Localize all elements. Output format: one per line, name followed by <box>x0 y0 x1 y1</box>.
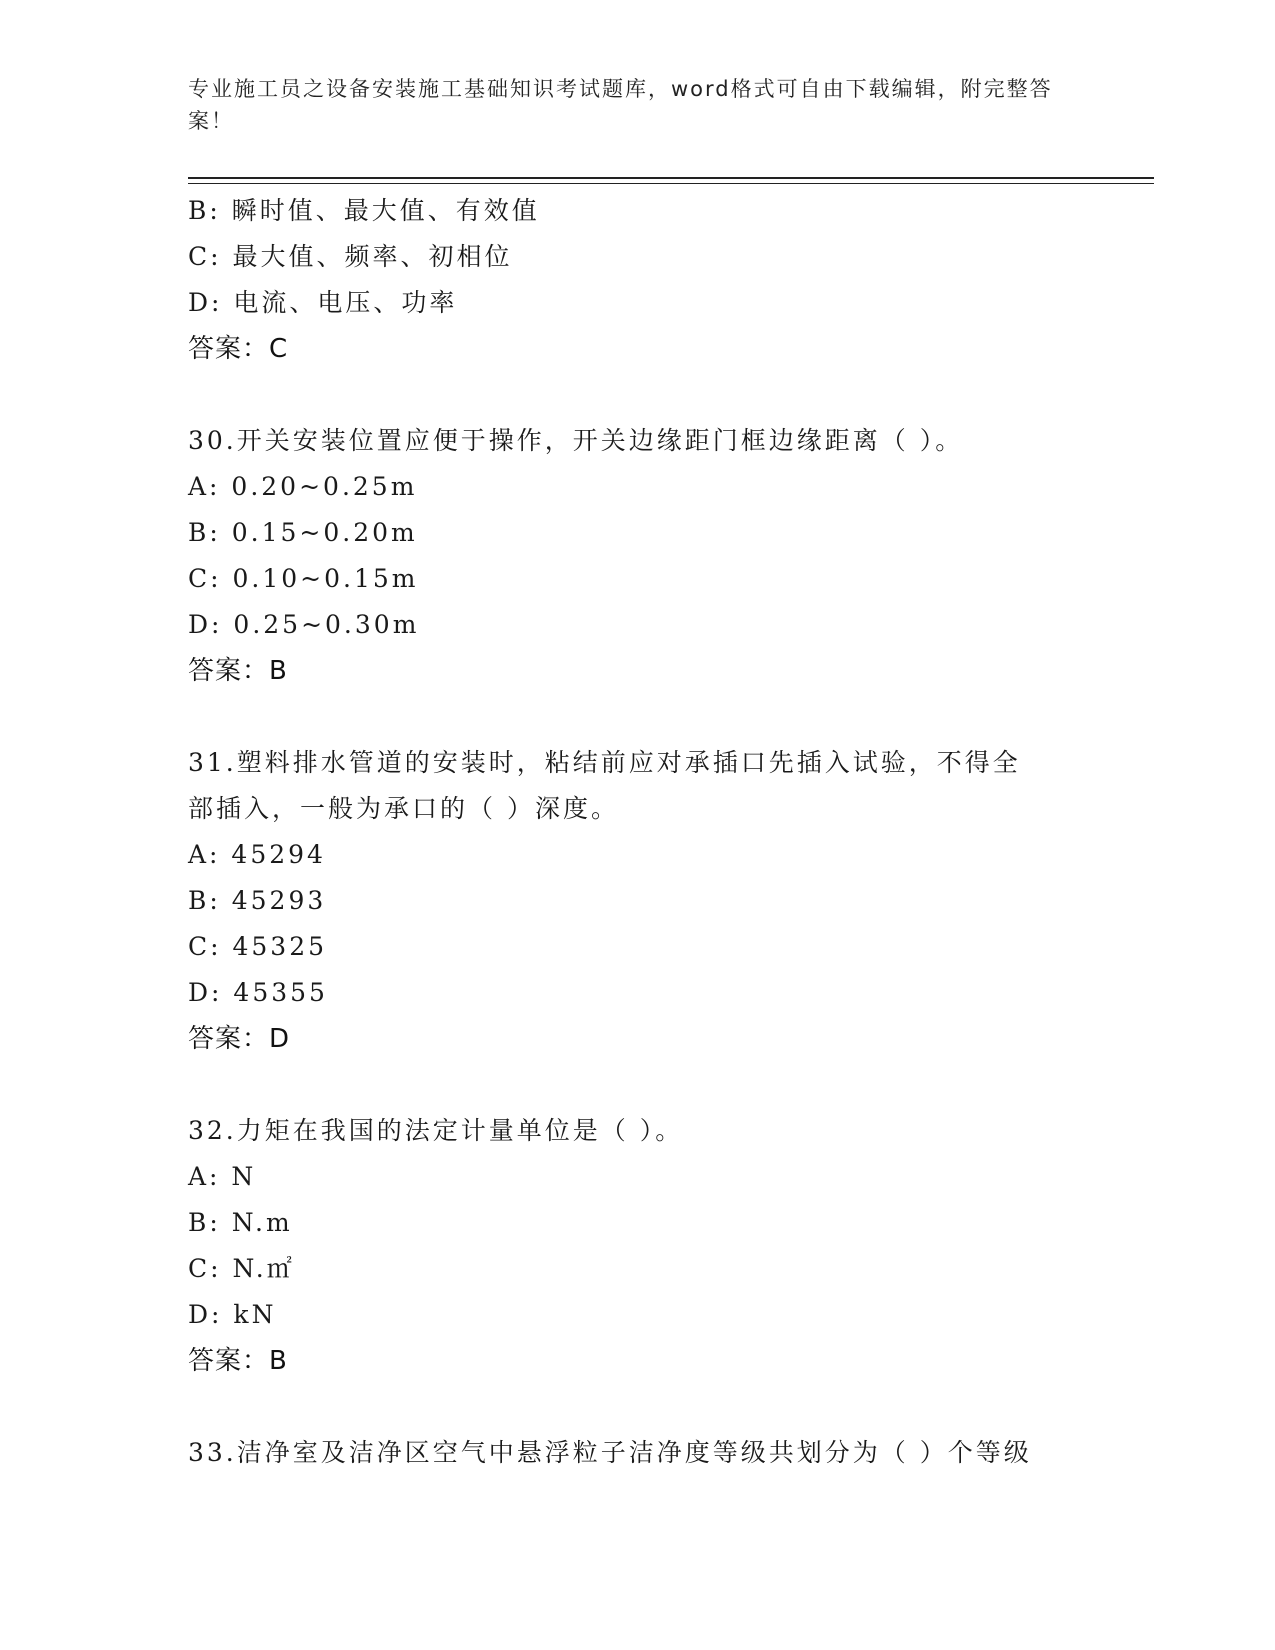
option-d: D: 0.25~0.30m <box>188 610 420 639</box>
option-a: A: 0.20~0.25m <box>188 472 418 501</box>
question-block <box>188 188 1088 372</box>
header-divider-thin <box>188 183 1154 184</box>
question-text: 32.力矩在我国的法定计量单位是（ ）。 <box>188 1116 684 1145</box>
answer-label: 答案：C <box>188 334 289 364</box>
question-block <box>188 740 1088 1062</box>
answer-label: 答案：B <box>188 1346 288 1376</box>
option-b: B: N.m <box>188 1208 293 1237</box>
option-d: D: kN <box>188 1300 277 1329</box>
question-block <box>188 418 1088 694</box>
question-list <box>188 188 1088 1476</box>
page-header: 专业施工员之设备安装施工基础知识考试题库，word格式可自由下载编辑，附完整答案！ <box>188 77 1053 133</box>
answer-label: 答案：D <box>188 1024 291 1054</box>
option-a: A: 45294 <box>188 840 326 869</box>
question-block <box>188 1108 1088 1384</box>
answer-label: 答案：B <box>188 656 288 686</box>
option-b: B: 瞬时值、最大值、有效值 <box>188 196 540 225</box>
question-text: 30.开关安装位置应便于操作，开关边缘距门框边缘距离（ ）。 <box>188 426 964 455</box>
option-a: A: N <box>188 1162 257 1191</box>
option-c: C: N.㎡ <box>188 1254 295 1283</box>
option-c: C: 0.10~0.15m <box>188 564 419 593</box>
question-block <box>188 1430 1088 1476</box>
option-b: B: 45293 <box>188 886 327 915</box>
question-text: 33.洁净室及洁净区空气中悬浮粒子洁净度等级共划分为（ ）个等级 <box>188 1438 1032 1467</box>
option-d: D: 电流、电压、功率 <box>188 288 458 317</box>
option-b: B: 0.15~0.20m <box>188 518 418 547</box>
option-d: D: 45355 <box>188 978 328 1007</box>
option-c: C: 45325 <box>188 932 328 961</box>
option-c: C: 最大值、频率、初相位 <box>188 242 513 271</box>
header-divider <box>188 177 1154 179</box>
question-text: 31.塑料排水管道的安装时，粘结前应对承插口先插入试验，不得全部插入，一般为承口的（ ）深度。 <box>188 748 1021 823</box>
